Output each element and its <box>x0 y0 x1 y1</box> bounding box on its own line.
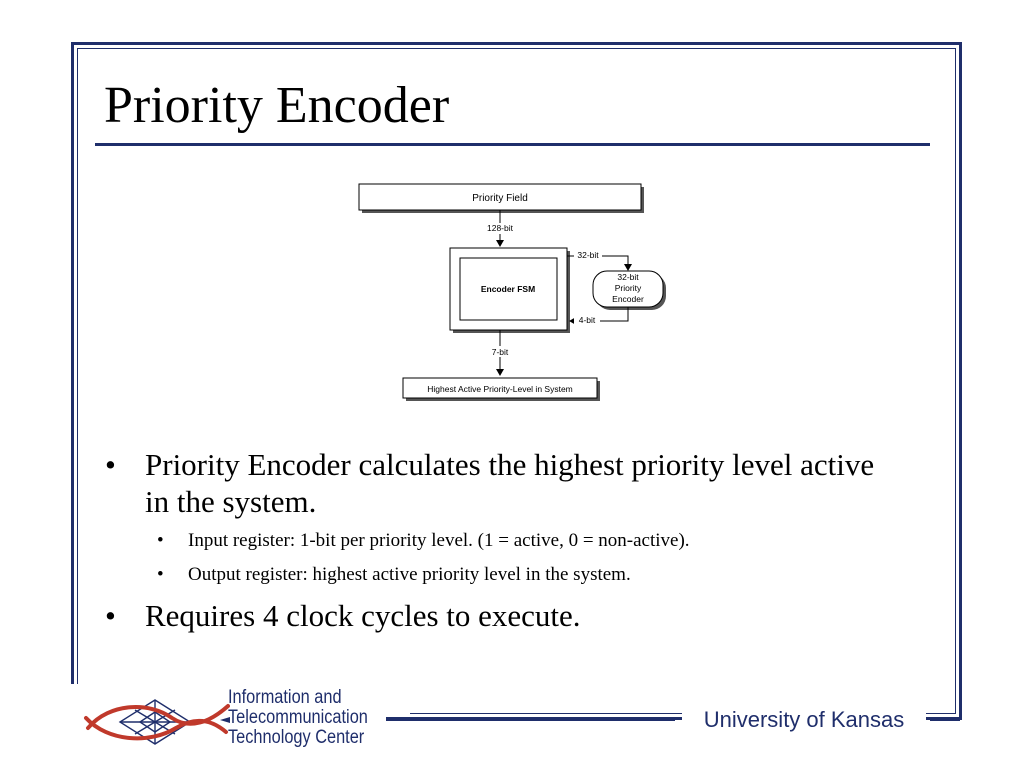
pe-line-3: Encoder <box>612 294 644 304</box>
bullet-text: Output register: highest active priority level in the system. <box>188 564 631 585</box>
bullet-dot: • <box>105 598 116 633</box>
bullet-dot: • <box>105 447 116 482</box>
bullet-dot: • <box>157 564 164 585</box>
label-128bit: 128-bit <box>487 223 513 233</box>
footer-rule-left <box>395 717 675 721</box>
footer-rule-right <box>930 717 960 721</box>
bullet-level1 <box>105 597 905 634</box>
pe-line-1: 32-bit <box>617 272 639 282</box>
label-4bit: 4-bit <box>578 315 596 325</box>
label-32bit: 32-bit <box>577 250 599 260</box>
slide-title: Priority Encoder <box>104 77 450 134</box>
institution-name: University of Kansas <box>682 705 926 735</box>
encoder-fsm-box <box>450 248 570 333</box>
pe-line-2: Priority <box>614 283 642 293</box>
bullet-text: Requires 4 clock cycles to execute. <box>145 598 581 633</box>
bullet-text: Input register: 1-bit per priority level. (1 = active, 0 = non-active). <box>188 530 690 551</box>
logo-line-2: Telecommunication <box>228 707 368 728</box>
priority-encoder-32bit <box>593 271 666 310</box>
encoder-fsm-label: Encoder FSM <box>480 284 536 294</box>
label-7bit: 7-bit <box>491 347 509 357</box>
bullet-list <box>105 446 905 643</box>
bullet-text: Priority Encoder calculates the highest priority level active in the system. <box>145 447 875 519</box>
ittc-logo-icon <box>80 688 230 756</box>
output-box-label: Highest Active Priority-Level in System <box>427 384 573 394</box>
priority-field-label: Priority Field <box>472 193 528 204</box>
priority-field-box <box>359 184 644 213</box>
logo-rule-stub <box>386 717 398 721</box>
bullet-level1 <box>105 446 905 520</box>
bullet-dot: • <box>157 530 164 551</box>
bullet-level2 <box>105 529 905 553</box>
logo-line-1: Information and <box>228 687 342 708</box>
output-box <box>403 378 600 401</box>
bullet-level2 <box>105 563 905 587</box>
ittc-logo-text <box>228 688 368 748</box>
logo-line-3: Technology Center <box>228 727 365 748</box>
